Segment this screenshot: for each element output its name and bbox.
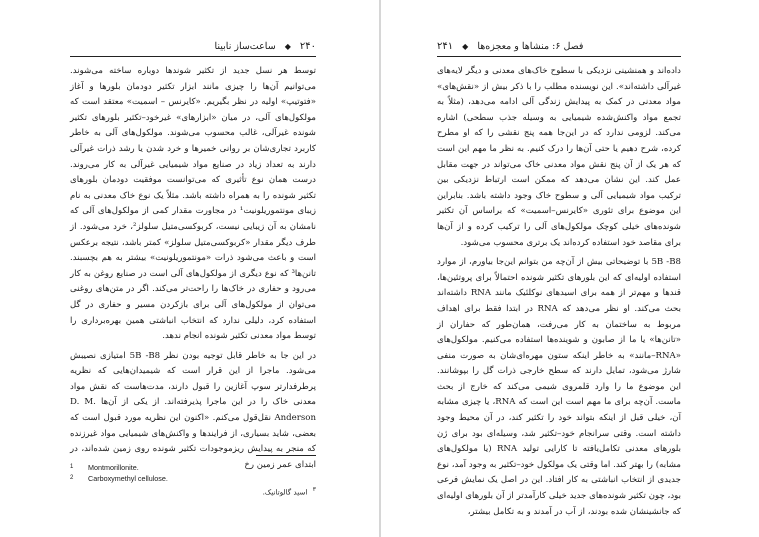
left-header-group (215, 40, 316, 54)
footnotes (70, 462, 316, 484)
footnote-text: Carboxymethyl cellulose. (88, 474, 168, 483)
right-header-rule (437, 56, 681, 57)
left-paragraph-2: در این جا به خاطر قابل توجیه بودن نظر ‎5B‎ -B8 امتیازی نصیبش می‌شود. ماجرا از این قرار است که شیمیدان‌هایی که نظریه پرطرفدارتر سوپ آغازین را قبول دارند، مدت‌هاست که نقش مواد معدنی خاک را در این ماجرا پذیرفته‌اند. از یکی از آن‌ها D. M. Anderson نقل‌قول می‌کنم. «اکنون این نظریه مورد قبول است که بعضی، شاید بسیاری، از فرایندها و واکنش‌های شیمیایی مواد غیرزنده که منجر به پیدایش ریزموجودات تکثیر شونده روی زمین شده‌اند، در ابتدای عمر زمین رخ (70, 350, 317, 470)
footnote-persian-text: اسید گالوتانیک. (262, 487, 308, 497)
header-diamond-icon: ◆ (462, 42, 469, 51)
footnote-number: 1 (70, 464, 74, 470)
right-page-header (437, 40, 681, 54)
footnote-number: 2 (70, 475, 74, 481)
right-paragraph-1: داده‌اند و همنشینی نزدیکی با سطوح خاک‌های معدنی و دیگر لایه‌های غیرآلی داشته‌اند». این نویسنده مطلب را با ذکر بیش از «نقش‌های» مواد معدنی در کمک به پیدایش زندگی آلی ادامه می‌دهد، (مثلاً به تجمع مواد واکنش‌شده شیمیایی به وسیله جذب سطحی) اشاره می‌کند. لزومی ندارد که در این‌جا همه پنج نقشی را که او مطرح کرده، شرح دهیم یا حتی آن‌ها را درک کنیم. به نظر ما مهم این است که هر یک از آن پنج نقش مواد معدنی خاک می‌تواند در جهت مقابل عمل کند. این نشان می‌دهد که ممکن است ارتباط نزدیکی بین ترکیب مواد شیمیایی آلی و سطوح خاک وجود داشته باشد. بنابراین این موضوع برای تئوری «کایرنس–اسمیت» که براساس آن تکثیر شونده‌های خیلی کوچک مولکول‌های آلی را ترکیب کرده و از آن‌ها برای مقاصد خود استفاده کرده‌اند یک برتری محسوب می‌شود. (437, 66, 681, 248)
footnote-persian-number: ۳ (312, 486, 316, 493)
left-page-number: ۲۴۰ (299, 41, 316, 52)
left-page-body (70, 64, 316, 477)
footnote-rule (256, 455, 316, 456)
left-page-header (70, 40, 316, 54)
left-page (0, 0, 379, 537)
right-page (381, 0, 759, 537)
footnote-item (70, 462, 316, 473)
right-page-number: ۲۴۱ (437, 41, 454, 52)
footnote-item (70, 473, 316, 484)
left-running-title: ساعت‌ساز نابینا (214, 41, 276, 52)
footnote-text: Montmorillonite. (88, 463, 139, 472)
left-paragraph-1: توسط هر نسل جدید از تکثیر شوندها دوباره ساخته می‌شوند. می‌توانیم آن‌ها را چیزی مانند ابزار تکثیر دودمان بلورها و آغاز «فتوتیپ» اولیه در نظر بگیریم. «کایرنس – اسمیت» معتقد است که مولکول‌های آلی، در میان «ابزارهای» غیرخود–تکثیر بلورهای تکثیر شونده غیرآلی، غالب محسوب می‌شوند. مولکول‌های آلی به خاطر کاربرد تجاری‌شان بر روانی خمیرها و خرد شدن یا رشد ذرات غیرآلی دارند به تعداد زیاد در صنایع مواد شیمیایی غیرآلی به کار می‌روند. درست همان نوع تأثیری که می‌توانست موفقیت دودمان بلورهای تکثیر شونده را به همراه داشته باشد. مثلاً یک نوع خاک معدنی به نام زیبای مونتموریلونیت¹ در مجاورت مقدار کمی از مولکول‌های آلی که نامشان به آن زیبایی نیست، کربوکسی‌متیل سلولز²، خرد می‌شود. از طرف دیگر مقدار «کربوکسی‌متیل سلولز» کمتر باشد، نتیجه برعکس است و باعث می‌شود ذرات «مونتموریلونیت» بیشتر به هم بچسبند. تانن‌ها³ که نوع دیگری از مولکول‌های آلی است در صنایع روغن به کار می‌رود و حفاری در خاک‌ها را راحت‌تر می‌کند. اگر در متن‌های روغنی می‌توان از مولکول‌های آلی برای بازکردن مسیر و حفاری در گل استفاده کرد، دلیلی ندارد که انتخاب انباشتی همین بهره‌برداری را توسط مواد معدنی تکثیر شونده انجام ندهد. (70, 66, 316, 342)
right-header-group (437, 40, 583, 54)
footnote-persian (70, 484, 316, 497)
right-page-body (437, 64, 681, 524)
right-paragraph-2: 5B -B8 با توضیحاتی بیش از آن‌چه من بتوانم این‌جا بیاورم، از موارد استفاده اولیه‌ای که این بلورهای تکثیر شونده احتمالاً برای پروتئین‌ها، قندها و مهم‌تر از همه برای اسیدهای نوکلئیک مانند RNA داشته‌اند بحث می‌کند. او نظر می‌دهد که RNA در ابتدا فقط برای اهداف مربوط به ساختمان به کار می‌رفت، همان‌طور که حفاران از «تانن‌ها» یا ما از صابون و شوینده‌ها استفاده می‌کنیم. مولکول‌های «RNA–مانند» به خاطر اینکه ستون مهره‌ای‌شان به صورت منفی شارژ می‌شود، تمایل دارند که سطح خارجی ذرات گل را بپوشانند. این موضوع ما را وارد قلمروی شیمی می‌کند که خارج از بحث ماست. آن‌چه برای ما مهم است این است که RNA، یا چیزی مشابه آن، خیلی قبل از اینکه بتواند خود را تکثیر کند، در آن محیط وجود داشته است. وقتی سرانجام خود–تکثیر شد، وسیله‌ای بود برای ژن بلورهای معدنی تکامل‌یافته تا کارایی تولید RNA (یا مولکول‌های مشابه) را بهتر کند. اما وقتی یک مولکول خود–تکثیر به وجود آمد، نوع جدیدی از انتخاب انباشتی به کار افتاد. این در اصل یک نمایش فرعی بود، چون تکثیر شونده‌های جدید خیلی کارآمدتر از آن بلورهای اولیه‌ای که جانشینشان شده بودند، از آب در آمدند و به تکامل بیشتر، (437, 257, 682, 517)
left-header-rule (70, 56, 316, 57)
header-diamond-icon: ◆ (284, 42, 291, 51)
right-running-title: فصل ۶: منشاها و معجزه‌ها (477, 41, 584, 52)
